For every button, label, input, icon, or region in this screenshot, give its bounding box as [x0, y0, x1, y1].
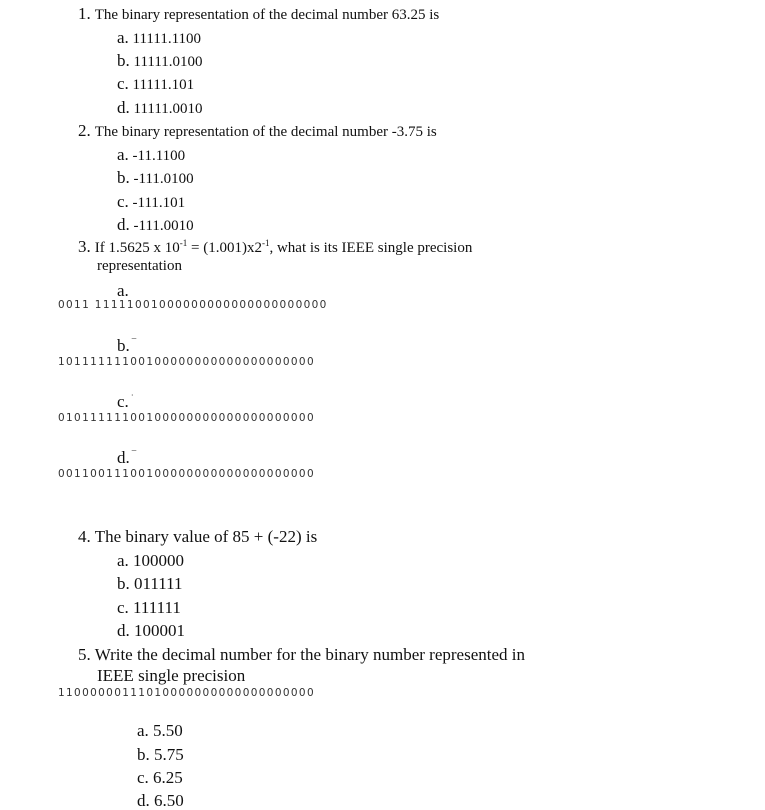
- option-mark: ¯: [131, 337, 137, 347]
- option-text: 5.75: [154, 745, 184, 764]
- q2-option-d: [117, 216, 194, 234]
- option-text: 6.50: [154, 791, 184, 810]
- option-letter: a.: [117, 28, 129, 47]
- q5-option-c: [137, 769, 183, 786]
- exponent-1: -1: [179, 238, 188, 248]
- question-text-part-1: If 1.5625 x 10: [94, 240, 180, 256]
- option-text: 5.50: [153, 721, 183, 740]
- question-number: 5.: [78, 645, 91, 664]
- option-text: -111.101: [132, 195, 186, 211]
- question-number: 2.: [78, 121, 91, 140]
- option-letter: d.: [117, 98, 130, 117]
- option-text: -111.0100: [133, 171, 194, 187]
- option-letter: d.: [117, 215, 130, 234]
- q2-option-b: [117, 169, 194, 187]
- q3-option-a-bits: 0011 11111001000000000000000000000: [58, 299, 328, 311]
- q5-option-d: [137, 792, 184, 809]
- question-text: The binary value of 85 + (-22) is: [94, 527, 318, 546]
- option-mark: ¯: [131, 449, 137, 459]
- option-letter: a.: [117, 551, 129, 570]
- option-letter: d.: [137, 791, 150, 810]
- q4-option-c: [117, 599, 181, 616]
- question-number: 1.: [78, 4, 91, 23]
- option-text: 011111: [134, 574, 183, 593]
- option-text: -111.0010: [133, 218, 194, 234]
- option-text: 11111.0100: [133, 54, 203, 70]
- option-letter: c.: [117, 392, 129, 411]
- q3-option-c: [117, 393, 134, 411]
- question-3: [78, 238, 472, 256]
- option-text: -11.1100: [132, 148, 186, 164]
- option-letter: a.: [137, 721, 149, 740]
- question-text-part-3: , what is its IEEE single precision: [269, 240, 473, 256]
- question-text-part-2: = (1.001)x2: [187, 240, 262, 256]
- option-text: 11111.101: [132, 77, 195, 93]
- option-text: 100001: [134, 621, 185, 640]
- option-text: 11111.1100: [132, 31, 202, 47]
- question-3-line-2: representation: [97, 258, 182, 274]
- q1-option-b: [117, 52, 203, 70]
- q5-bits: 11000000111010000000000000000000: [58, 687, 315, 699]
- question-text: The binary representation of the decimal number 63.25 is: [94, 7, 440, 23]
- question-5-line-2: IEEE single precision: [97, 666, 246, 685]
- option-letter: c.: [117, 598, 129, 617]
- q3-option-c-bits: 01011111100100000000000000000000: [58, 412, 315, 424]
- exponent-2: -1: [261, 238, 270, 248]
- q1-option-c: [117, 75, 194, 93]
- option-letter: b.: [137, 745, 150, 764]
- option-letter: c.: [117, 192, 129, 211]
- q3-option-b: [117, 337, 136, 355]
- option-letter: b.: [117, 168, 130, 187]
- q5-option-b: [137, 746, 184, 763]
- option-letter: b.: [117, 336, 130, 355]
- q5-option-a: [137, 722, 183, 739]
- q2-option-a: [117, 146, 185, 164]
- option-mark: ˙: [130, 393, 134, 403]
- q2-option-c: [117, 193, 185, 211]
- option-letter: b.: [117, 51, 130, 70]
- question-4: [78, 528, 317, 545]
- q3-option-a: [117, 282, 129, 300]
- option-letter: a.: [117, 281, 129, 300]
- q4-option-d: [117, 622, 185, 639]
- q1-option-d: [117, 99, 203, 117]
- question-text: The binary representation of the decimal number -3.75 is: [94, 124, 437, 140]
- option-letter: d.: [117, 448, 130, 467]
- option-letter: a.: [117, 145, 129, 164]
- option-letter: c.: [137, 768, 149, 787]
- option-letter: c.: [117, 74, 129, 93]
- q3-option-d-bits: 00110011100100000000000000000000: [58, 468, 315, 480]
- question-number: 4.: [78, 527, 91, 546]
- option-text: 100000: [133, 551, 185, 570]
- q3-option-d: [117, 449, 136, 467]
- option-letter: d.: [117, 621, 130, 640]
- q4-option-a: [117, 552, 184, 569]
- q1-option-a: [117, 29, 201, 47]
- option-letter: b.: [117, 574, 130, 593]
- question-number: 3.: [78, 237, 91, 256]
- q3-option-b-bits: 10111111100100000000000000000000: [58, 356, 315, 368]
- q4-option-b: [117, 575, 182, 592]
- option-text: 6.25: [153, 768, 183, 787]
- question-5: [78, 646, 525, 663]
- question-1: [78, 5, 439, 23]
- question-text: Write the decimal number for the binary number represented in: [94, 645, 525, 664]
- option-text: 11111.0010: [133, 101, 203, 117]
- option-text: 111111: [133, 598, 181, 617]
- question-2: [78, 122, 437, 140]
